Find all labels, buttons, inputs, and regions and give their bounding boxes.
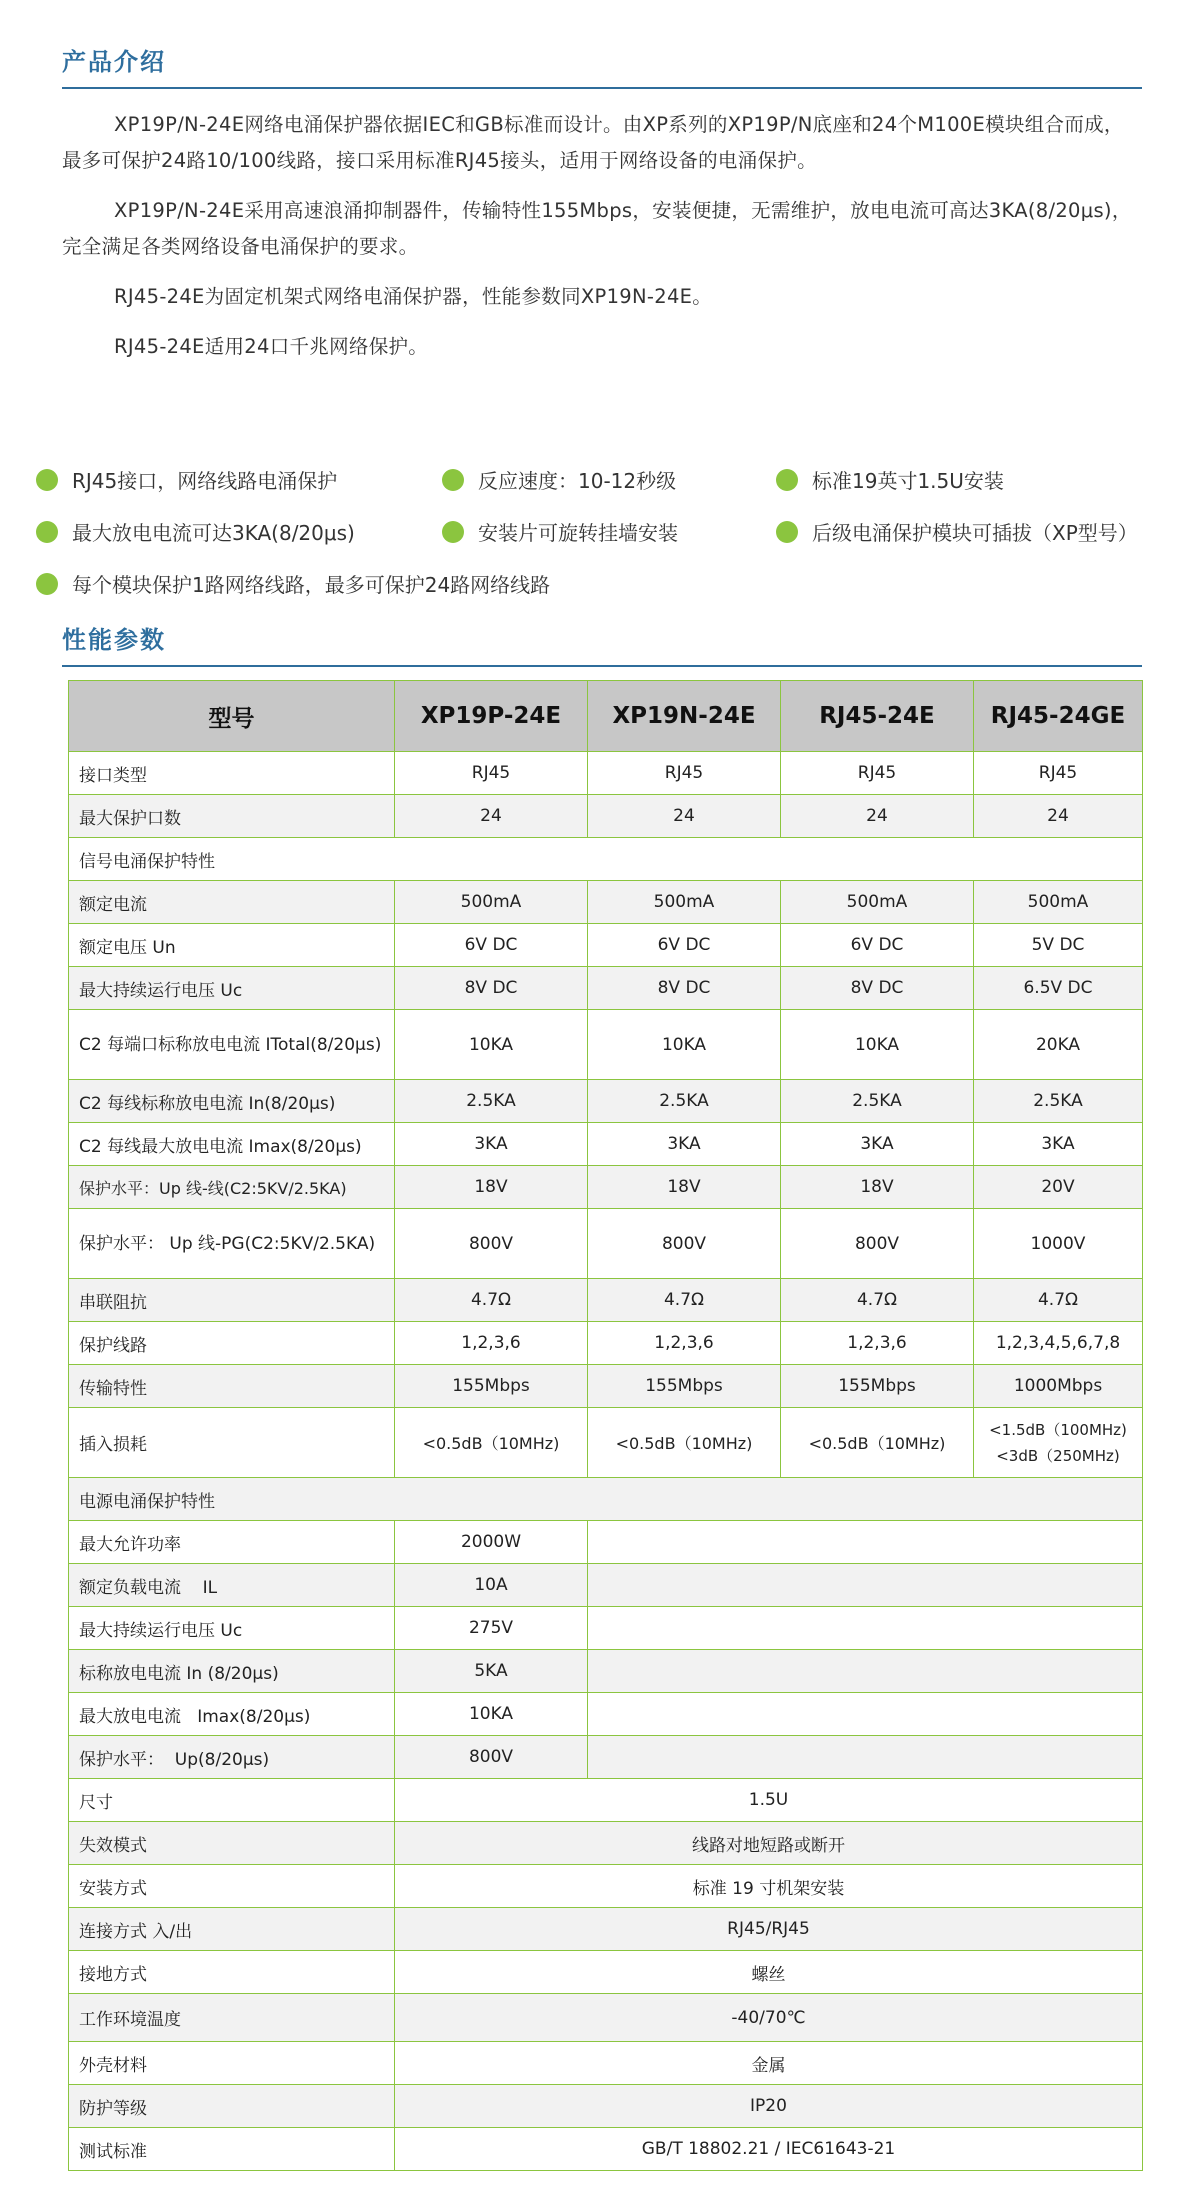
- cell-value: RJ45: [395, 752, 588, 795]
- cell-value: 275V: [395, 1607, 588, 1650]
- row-label: 最大持续运行电压 Uc: [69, 1607, 395, 1650]
- table-row: [69, 1564, 1143, 1607]
- cell-value: 3KA: [395, 1123, 588, 1166]
- header-cell: 型号: [69, 681, 395, 752]
- cell-value: 800V: [395, 1736, 588, 1779]
- cell-value: <0.5dB（10MHz): [588, 1408, 781, 1478]
- cell-value: 螺丝: [395, 1951, 1143, 1994]
- section-title-intro: 产品介绍: [62, 48, 166, 76]
- cell-value: 155Mbps: [395, 1365, 588, 1408]
- intro-paragraph: RJ45-24E适用24口千兆网络保护。: [114, 335, 429, 358]
- table-row: [69, 1166, 1143, 1209]
- table-row: [69, 1010, 1143, 1080]
- cell-value: 10KA: [395, 1693, 588, 1736]
- table-row: [69, 1865, 1143, 1908]
- spec-table: [68, 680, 1143, 2171]
- row-label: 防护等级: [69, 2085, 395, 2128]
- cell-value: 2000W: [395, 1521, 588, 1564]
- feature-item: [36, 517, 355, 546]
- table-row: [69, 1994, 1143, 2042]
- section-divider: [62, 87, 1142, 89]
- feature-item: [442, 465, 676, 494]
- table-row: [69, 1650, 1143, 1693]
- bullet-icon: [776, 469, 798, 491]
- bullet-icon: [442, 469, 464, 491]
- cell-value: 4.7Ω: [588, 1279, 781, 1322]
- row-label: C2 每线最大放电电流 Imax(8/20μs): [69, 1123, 395, 1166]
- feature-text: 最大放电电流可达3KA(8/20μs): [72, 521, 355, 545]
- row-label: 连接方式 入/出: [69, 1908, 395, 1951]
- cell-value: 24: [588, 795, 781, 838]
- table-row: [69, 1607, 1143, 1650]
- table-row: [69, 1123, 1143, 1166]
- table-row: [69, 1209, 1143, 1279]
- intro-text: [62, 107, 1142, 379]
- cell-value: 3KA: [781, 1123, 974, 1166]
- cell-value: 8V DC: [395, 967, 588, 1010]
- table-row: [69, 1322, 1143, 1365]
- table-header-row: [69, 681, 1143, 752]
- feature-text: 后级电涌保护模块可插拔（XP型号）: [812, 521, 1138, 545]
- cell-value: 8V DC: [781, 967, 974, 1010]
- table-row: [69, 2042, 1143, 2085]
- table-row: [69, 1408, 1143, 1478]
- feature-text: 反应速度：10-12秒级: [478, 469, 677, 493]
- cell-value: 6V DC: [588, 924, 781, 967]
- cell-value: RJ45: [781, 752, 974, 795]
- cell-value: 1,2,3,6: [781, 1322, 974, 1365]
- section-label: 信号电涌保护特性: [69, 838, 1143, 881]
- cell-value: 800V: [395, 1209, 588, 1279]
- bullet-icon: [36, 573, 58, 595]
- table-section-row: [69, 1478, 1143, 1521]
- cell-value: 2.5KA: [588, 1080, 781, 1123]
- table-row: [69, 1080, 1143, 1123]
- feature-text: RJ45接口，网络线路电涌保护: [72, 469, 338, 493]
- bullet-icon: [36, 521, 58, 543]
- cell-value: RJ45/RJ45: [395, 1908, 1143, 1951]
- cell-value: 500mA: [781, 881, 974, 924]
- cell-value: 500mA: [974, 881, 1143, 924]
- row-label: 失效模式: [69, 1822, 395, 1865]
- cell-value: 20KA: [974, 1010, 1143, 1080]
- cell-value: 1.5U: [395, 1779, 1143, 1822]
- cell-value: 4.7Ω: [974, 1279, 1143, 1322]
- table-row: [69, 1951, 1143, 1994]
- table-row: [69, 752, 1143, 795]
- row-label: 最大保护口数: [69, 795, 395, 838]
- header-cell: RJ45-24GE: [974, 681, 1143, 752]
- row-label: 额定负载电流 IL: [69, 1564, 395, 1607]
- row-label: 插入损耗: [69, 1408, 395, 1478]
- cell-value: 2.5KA: [781, 1080, 974, 1123]
- table-row: [69, 2085, 1143, 2128]
- empty-cell: [588, 1693, 1143, 1736]
- cell-value: 10KA: [588, 1010, 781, 1080]
- row-label: 额定电压 Un: [69, 924, 395, 967]
- cell-value: -40/70℃: [395, 1994, 1143, 2042]
- table-row: [69, 1779, 1143, 1822]
- cell-value: 1000Mbps: [974, 1365, 1143, 1408]
- header-cell: XP19N-24E: [588, 681, 781, 752]
- feature-text: 标准19英寸1.5U安装: [812, 469, 1004, 493]
- cell-value: 5V DC: [974, 924, 1143, 967]
- cell-value: 10KA: [395, 1010, 588, 1080]
- row-label: 最大放电电流 Imax(8/20μs): [69, 1693, 395, 1736]
- cell-value: 800V: [588, 1209, 781, 1279]
- cell-value: 4.7Ω: [395, 1279, 588, 1322]
- table-row: [69, 1365, 1143, 1408]
- row-label: 工作环境温度: [69, 1994, 395, 2042]
- cell-value: 24: [781, 795, 974, 838]
- row-label: C2 每线标称放电电流 In(8/20μs): [69, 1080, 395, 1123]
- cell-value: 标准 19 寸机架安装: [395, 1865, 1143, 1908]
- feature-item: [36, 569, 550, 598]
- cell-value: 6V DC: [395, 924, 588, 967]
- header-cell: XP19P-24E: [395, 681, 588, 752]
- cell-value: 2.5KA: [974, 1080, 1143, 1123]
- row-label: 串联阻抗: [69, 1279, 395, 1322]
- empty-cell: [588, 1564, 1143, 1607]
- row-label: 测试标准: [69, 2128, 395, 2171]
- bullet-icon: [776, 521, 798, 543]
- bullet-icon: [442, 521, 464, 543]
- cell-value: 6.5V DC: [974, 967, 1143, 1010]
- empty-cell: [588, 1521, 1143, 1564]
- row-label: C2 每端口标称放电电流 ITotal(8/20μs): [69, 1010, 395, 1080]
- empty-cell: [588, 1736, 1143, 1779]
- table-row: [69, 1822, 1143, 1865]
- feature-item: [442, 517, 678, 546]
- cell-value: 10A: [395, 1564, 588, 1607]
- cell-value: 2.5KA: [395, 1080, 588, 1123]
- table-row: [69, 1693, 1143, 1736]
- section-label: 电源电涌保护特性: [69, 1478, 1143, 1521]
- section-title-spec: 性能参数: [62, 626, 166, 654]
- cell-value: 18V: [395, 1166, 588, 1209]
- cell-value: 24: [395, 795, 588, 838]
- row-label: 接地方式: [69, 1951, 395, 1994]
- cell-value: 5KA: [395, 1650, 588, 1693]
- cell-value: 3KA: [974, 1123, 1143, 1166]
- row-label: 尺寸: [69, 1779, 395, 1822]
- section-header-intro: [62, 42, 1142, 77]
- cell-value: 3KA: [588, 1123, 781, 1166]
- cell-value: 金属: [395, 2042, 1143, 2085]
- cell-value: 10KA: [781, 1010, 974, 1080]
- table-row: [69, 1279, 1143, 1322]
- row-label: 保护水平：Up 线-线(C2:5KV/2.5KA): [69, 1166, 395, 1209]
- table-row: [69, 2128, 1143, 2171]
- section-header-spec: [62, 620, 1142, 655]
- empty-cell: [588, 1607, 1143, 1650]
- cell-value: 500mA: [588, 881, 781, 924]
- cell-value: 20V: [974, 1166, 1143, 1209]
- cell-value: <0.5dB（10MHz): [781, 1408, 974, 1478]
- bullet-icon: [36, 469, 58, 491]
- row-label: 标称放电电流 In (8/20μs): [69, 1650, 395, 1693]
- intro-paragraph: XP19P/N-24E网络电涌保护器依据IEC和GB标准而设计。由XP系列的XP19P/N底座和24个M100E模块组合而成，最多可保护24路10/100线路，接口采用标准RJ45接头，适用于网络设备的电涌保护。: [62, 113, 1124, 172]
- cell-value: <0.5dB（10MHz): [395, 1408, 588, 1478]
- cell-value: RJ45: [974, 752, 1143, 795]
- cell-value: 18V: [781, 1166, 974, 1209]
- row-label: 安装方式: [69, 1865, 395, 1908]
- row-label: 接口类型: [69, 752, 395, 795]
- cell-line: <1.5dB（100MHz): [989, 1420, 1127, 1439]
- table-row: [69, 1908, 1143, 1951]
- cell-value: [974, 1408, 1143, 1478]
- cell-value: 1,2,3,6: [395, 1322, 588, 1365]
- cell-value: 155Mbps: [588, 1365, 781, 1408]
- feature-item: [776, 465, 1004, 494]
- row-label: 保护线路: [69, 1322, 395, 1365]
- row-label: 额定电流: [69, 881, 395, 924]
- feature-text: 每个模块保护1路网络线路，最多可保护24路网络线路: [72, 573, 551, 597]
- cell-line: <3dB（250MHz): [996, 1446, 1120, 1465]
- table-row: [69, 795, 1143, 838]
- empty-cell: [588, 1650, 1143, 1693]
- cell-value: 500mA: [395, 881, 588, 924]
- table-row: [69, 1521, 1143, 1564]
- cell-value: 1,2,3,4,5,6,7,8: [974, 1322, 1143, 1365]
- table-section-row: [69, 838, 1143, 881]
- feature-text: 安装片可旋转挂墙安装: [478, 521, 678, 545]
- table-row: [69, 924, 1143, 967]
- cell-value: 线路对地短路或断开: [395, 1822, 1143, 1865]
- cell-value: 8V DC: [588, 967, 781, 1010]
- cell-value: GB/T 18802.21 / IEC61643-21: [395, 2128, 1143, 2171]
- table-row: [69, 881, 1143, 924]
- cell-value: 6V DC: [781, 924, 974, 967]
- feature-item: [36, 465, 337, 494]
- cell-value: 4.7Ω: [781, 1279, 974, 1322]
- row-label: 保护水平： Up 线-PG(C2:5KV/2.5KA): [69, 1209, 395, 1279]
- row-label: 传输特性: [69, 1365, 395, 1408]
- header-cell: RJ45-24E: [781, 681, 974, 752]
- cell-value: RJ45: [588, 752, 781, 795]
- intro-paragraph: RJ45-24E为固定机架式网络电涌保护器，性能参数同XP19N-24E。: [114, 285, 713, 308]
- row-label: 保护水平： Up(8/20μs): [69, 1736, 395, 1779]
- row-label: 最大持续运行电压 Uc: [69, 967, 395, 1010]
- feature-item: [776, 517, 1138, 546]
- section-divider: [62, 665, 1142, 667]
- cell-value: IP20: [395, 2085, 1143, 2128]
- row-label: 最大允许功率: [69, 1521, 395, 1564]
- cell-value: 155Mbps: [781, 1365, 974, 1408]
- table-row: [69, 967, 1143, 1010]
- cell-value: 800V: [781, 1209, 974, 1279]
- table-row: [69, 1736, 1143, 1779]
- cell-value: 1000V: [974, 1209, 1143, 1279]
- row-label: 外壳材料: [69, 2042, 395, 2085]
- cell-value: 18V: [588, 1166, 781, 1209]
- cell-value: 24: [974, 795, 1143, 838]
- intro-paragraph: XP19P/N-24E采用高速浪涌抑制器件，传输特性155Mbps，安装便捷，无需维护，放电电流可高达3KA(8/20μs)，完全满足各类网络设备电涌保护的要求。: [62, 199, 1132, 258]
- cell-value: 1,2,3,6: [588, 1322, 781, 1365]
